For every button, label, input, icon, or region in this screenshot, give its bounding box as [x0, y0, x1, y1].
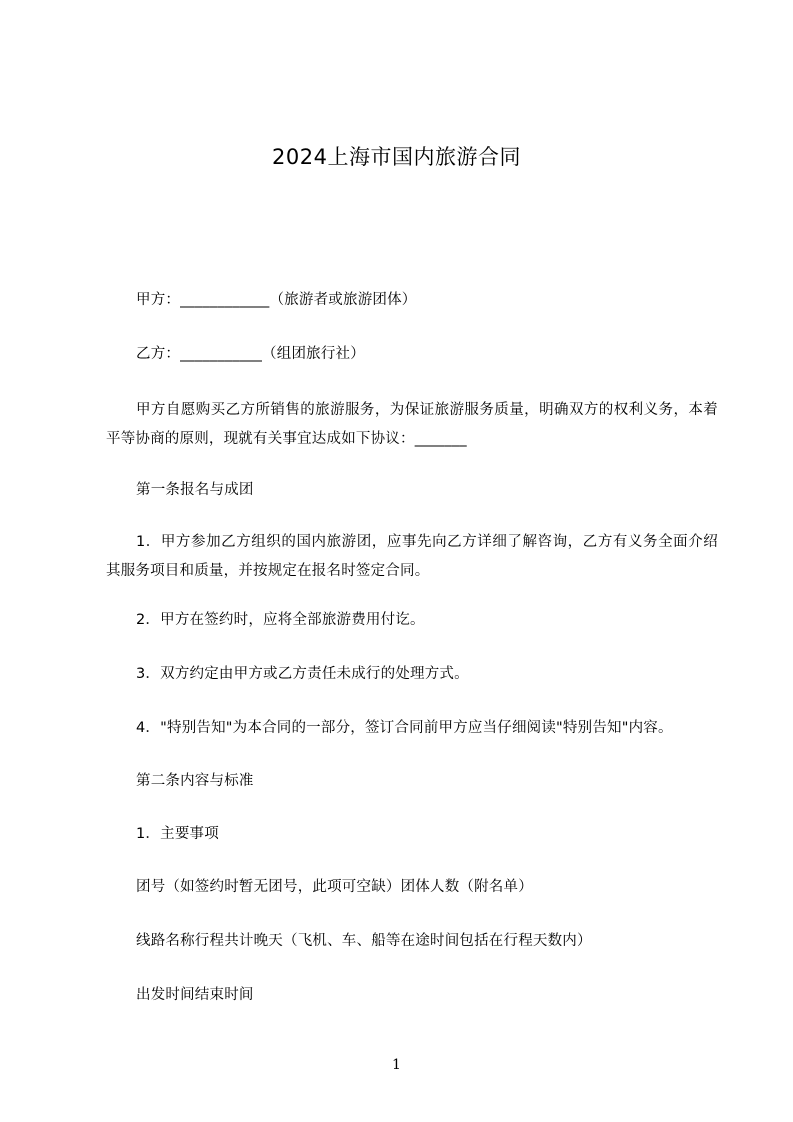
article-2-heading: 第二条内容与标准 — [136, 773, 254, 789]
article-1-heading: 第一条报名与成团 — [136, 482, 254, 498]
party-b-line: 乙方：___________（组团旅行社） — [136, 346, 365, 362]
agreement-preamble: 甲方自愿购买乙方所销售的旅游服务，为保证旅游服务质量，明确双方的权利义务，本着平等协商的原则，现就有关事宜达成如下协议：_______ — [106, 402, 718, 447]
document-title: 2024上海市国内旅游合同 — [272, 145, 521, 169]
article-2-item-1: 1．主要事项 — [136, 826, 219, 842]
tour-group-line: 团号（如签约时暂无团号，此项可空缺）团体人数（附名单） — [136, 879, 533, 895]
article-1-clause-3: 3．双方约定由甲方或乙方责任未成行的处理方式。 — [136, 666, 469, 682]
party-a-line: 甲方：____________（旅游者或旅游团体） — [136, 292, 417, 308]
route-line: 线路名称行程共计晚天（飞机、车、船等在途时间包括在行程天数内） — [136, 933, 592, 949]
article-1-clause-4: 4．"特别告知"为本合同的一部分，签订合同前甲方应当仔细阅读"特别告知"内容。 — [136, 720, 673, 736]
article-1-clause-2: 2．甲方在签约时，应将全部旅游费用付讫。 — [136, 612, 425, 628]
page-number: 1 — [392, 1057, 401, 1073]
article-1-clause-1: 1．甲方参加乙方组织的国内旅游团，应事先向乙方详细了解咨询，乙方有义务全面介绍其服务项目和质量，并按规定在报名时签定合同。 — [106, 534, 718, 579]
departure-time-line: 出发时间结束时间 — [136, 987, 254, 1003]
